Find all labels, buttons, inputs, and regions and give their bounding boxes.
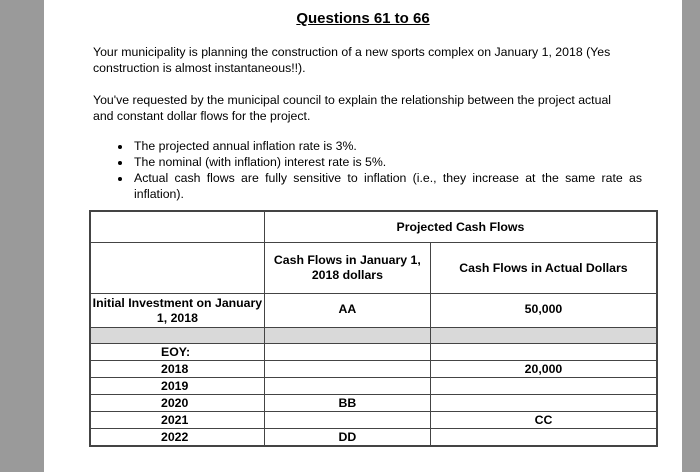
year-cell: 2018 [90,361,264,378]
column-header-constant: Cash Flows in January 1, 2018 dollars [264,243,430,294]
constant-cell [264,378,430,395]
separator-row [90,328,657,344]
intro-paragraph: Your municipality is planning the construction of a new sports complex on January 1, 2018 (Yes construction is almost instantaneous!!). [93,45,611,75]
actual-cell: 20,000 [430,361,657,378]
table-row [90,361,657,378]
column-header-actual: Cash Flows in Actual Dollars [430,243,657,294]
assumption-interest: • The nominal (with inflation) interest rate is 5%. [132,154,642,170]
eoy-label: EOY: [90,344,264,361]
header-blank-cell [90,211,264,243]
blank-cell [264,344,430,361]
year-cell: 2019 [90,378,264,395]
constant-cell: BB [264,395,430,412]
constant-cell: DD [264,429,430,447]
left-background [0,0,44,472]
question-title: Questions 61 to 66 [296,10,430,27]
constant-cell [264,361,430,378]
actual-cell [430,429,657,447]
year-cell: 2020 [90,395,264,412]
year-cell: 2022 [90,429,264,447]
assumption-inflation: • The projected annual inflation rate is 3%. [132,138,642,154]
investment-actual-cell: 50,000 [430,294,657,328]
actual-cell [430,395,657,412]
assumption-sensitivity: • Actual cash flows are fully sensitive to inflation (i.e., they increase at the same rate as inflation). [132,170,642,202]
table-row [90,429,657,447]
investment-constant-cell: AA [264,294,430,328]
constant-cell [264,412,430,429]
subheader-blank-cell [90,243,264,294]
table-row [90,344,657,361]
cash-flow-table [89,210,658,447]
request-paragraph: You've requested by the municipal council to explain the relationship between the project actual and constant dollar flows for the project. [93,93,612,123]
actual-cell [430,378,657,395]
table-row [90,378,657,395]
year-cell: 2021 [90,412,264,429]
assumptions-list [114,138,642,202]
table-row [90,395,657,412]
table-header: Projected Cash Flows [264,211,657,243]
investment-label: Initial Investment on January 1, 2018 [90,294,264,328]
blank-cell [430,344,657,361]
right-background [682,0,700,472]
document-page [44,0,682,472]
actual-cell: CC [430,412,657,429]
table-row [90,412,657,429]
